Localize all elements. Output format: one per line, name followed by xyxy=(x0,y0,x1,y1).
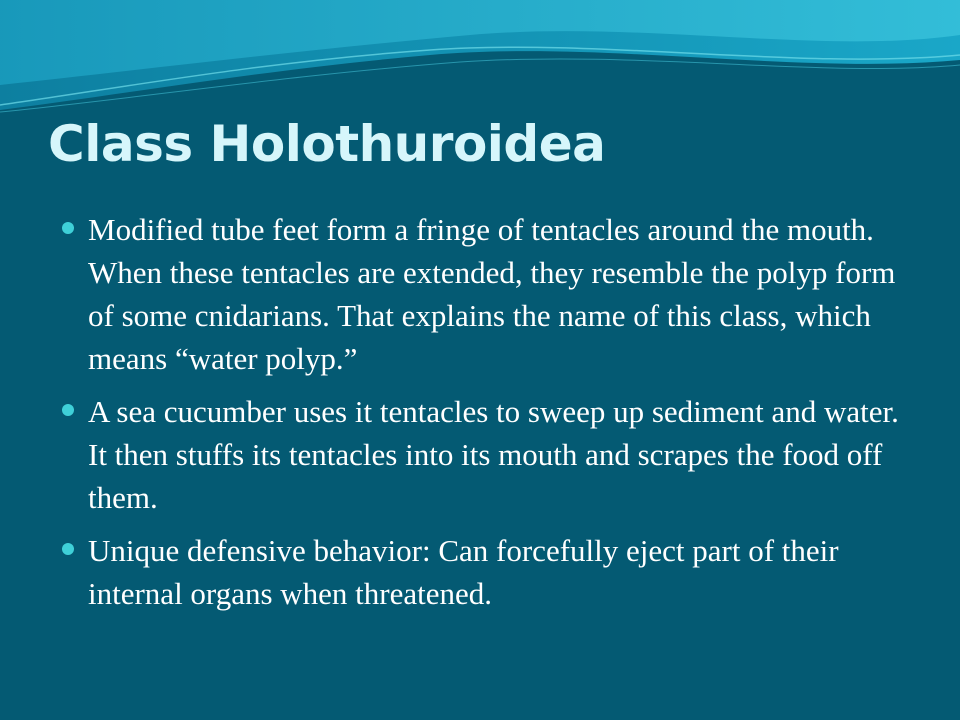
bullet-dot-icon xyxy=(62,404,74,416)
bullet-item xyxy=(60,208,920,380)
bullet-item xyxy=(60,390,920,519)
bullet-dot-icon xyxy=(62,543,74,555)
bullet-text: A sea cucumber uses it tentacles to sweep up sediment and water. It then stuffs its tentacles into its mouth and scrapes the food off them. xyxy=(88,394,899,515)
bullet-item xyxy=(60,529,920,615)
bullet-text: Unique defensive behavior: Can forcefully eject part of their internal organs when threatened. xyxy=(88,533,839,611)
bullet-text: Modified tube feet form a fringe of tentacles around the mouth. When these tentacles are extended, they resemble the polyp form of some cnidarians. That explains the name of this class, which means “water polyp.” xyxy=(88,212,896,376)
wave-decoration xyxy=(0,0,960,120)
slide-title: Class Holothuroidea xyxy=(48,115,606,173)
bullet-dot-icon xyxy=(62,222,74,234)
bullet-list xyxy=(60,208,920,625)
